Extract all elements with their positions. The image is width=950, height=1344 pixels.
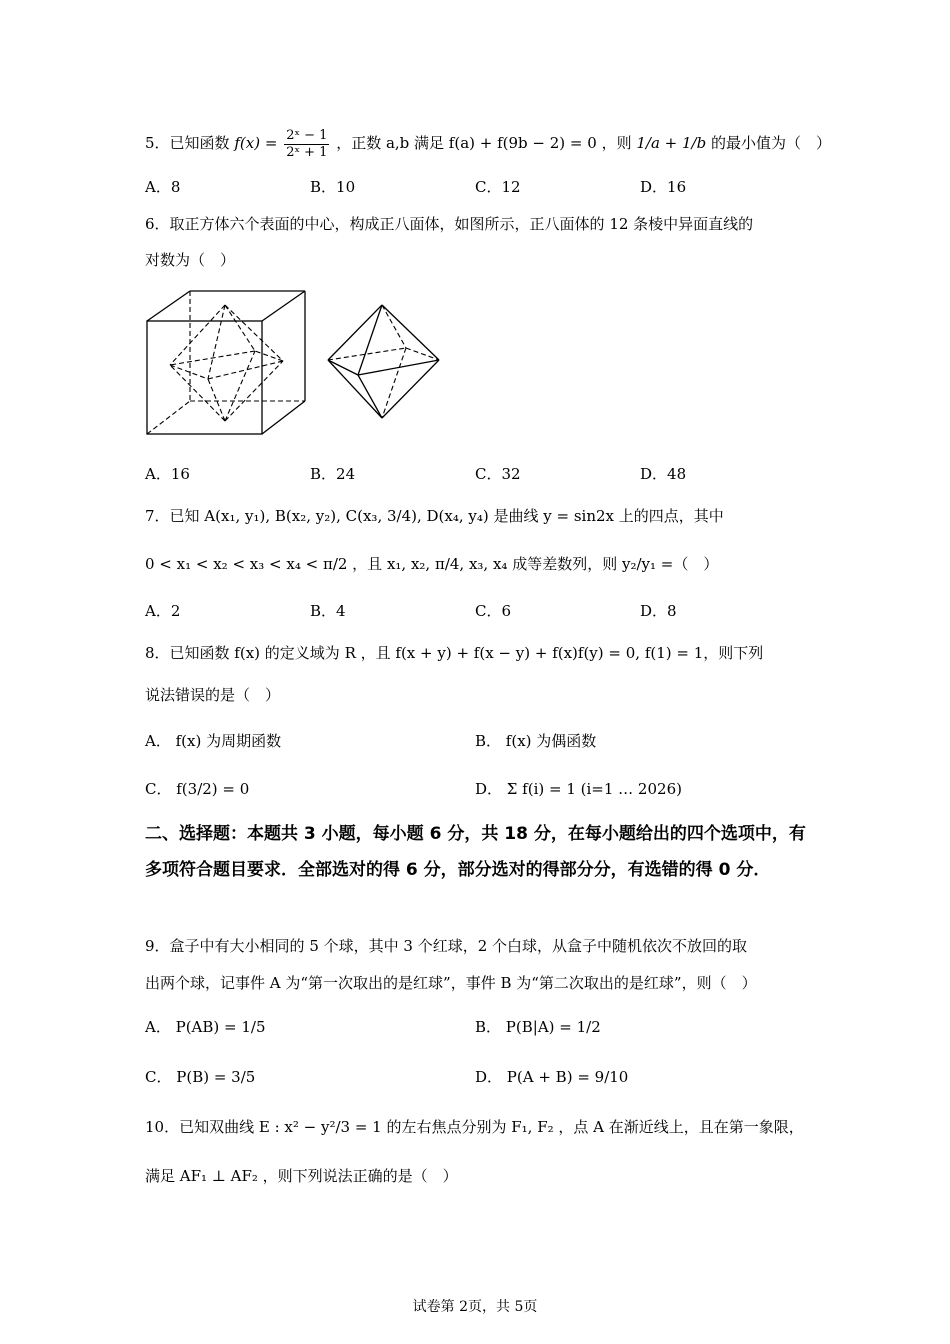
q6-option-b: B．24 bbox=[310, 465, 356, 483]
q6-option-a: A．16 bbox=[145, 465, 190, 483]
q10-line2: 满足 AF₁ ⊥ AF₂ ，则下列说法正确的是（ ） bbox=[145, 1167, 458, 1185]
q9-option-b: B． P(B|A) = 1/2 bbox=[475, 1018, 601, 1036]
q7-option-c: C．6 bbox=[475, 602, 512, 620]
q9-line1: 9．盒子中有大小相同的 5 个球，其中 3 个红球，2 个白球，从盒子中随机依次不放回的取 bbox=[145, 937, 748, 955]
q8-line2: 说法错误的是（ ） bbox=[145, 686, 281, 704]
q7-option-b: B．4 bbox=[310, 602, 346, 620]
q5-option-d: D．16 bbox=[640, 178, 687, 196]
q8-option-b: B． f(x) 为偶函数 bbox=[475, 732, 597, 750]
q7-option-a: A．2 bbox=[145, 602, 181, 620]
q6-option-c: C．32 bbox=[475, 465, 521, 483]
q5-option-a: A．8 bbox=[145, 178, 181, 196]
q6-option-d: D．48 bbox=[640, 465, 687, 483]
page-footer: 试卷第 2页，共 5页 bbox=[412, 1299, 538, 1315]
q10-line1: 10．已知双曲线 E : x² − y²/3 = 1 的左右焦点分别为 F₁, F₂ ，点 A 在渐近线上，且在第一象限， bbox=[145, 1118, 804, 1136]
q7-line1: 7．已知 A(x₁, y₁), B(x₂, y₂), C(x₃, 3/4), D(x₄, y₄) 是曲线 y = sin2x 上的四点，其中 bbox=[145, 507, 724, 525]
q5-fraction: $\frac{\text{2ˣ − 1}}{\text{2ˣ + 1}}$ bbox=[286, 128, 328, 160]
q8-option-a: A． f(x) 为周期函数 bbox=[145, 732, 282, 750]
q9-option-d: D． P(A + B) = 9/10 bbox=[475, 1068, 629, 1086]
section-2-heading: 二、选择题：本题共 3 小题，每小题 6 分，共 18 分，在每小题给出的四个选项中，有多项符合题目要求．全部选对的得 6 分，部分选对的得部分分，有选错的得 0 分． bbox=[145, 824, 806, 880]
q7-option-d: D．8 bbox=[640, 602, 677, 620]
q5-stem: 5．已知函数 f(x) = $\frac{\text{2ˣ − 1}}{\text{2ˣ + 1}}$ ，正数 a,b 满足 f(a) + f(9b − 2) = 0 ，则 1/a + 1/b 的最小值为（ ） bbox=[145, 128, 831, 160]
q8-option-d: D． Σ f(i) = 1 (i=1 … 2026) bbox=[475, 780, 682, 798]
q8-option-c: C． f(3/2) = 0 bbox=[145, 780, 250, 798]
cube-octahedron-figure bbox=[140, 283, 310, 441]
q6-line2: 对数为（ ） bbox=[145, 251, 236, 269]
q9-line2: 出两个球，记事件 A 为“第一次取出的是红球”，事件 B 为“第二次取出的是红球”，则（ ） bbox=[145, 974, 757, 992]
octahedron-figure bbox=[322, 300, 444, 422]
q9-option-a: A． P(AB) = 1/5 bbox=[145, 1018, 266, 1036]
q9-option-c: C． P(B) = 3/5 bbox=[145, 1068, 256, 1086]
q5-option-b: B．10 bbox=[310, 178, 356, 196]
q5-option-c: C．12 bbox=[475, 178, 521, 196]
q6-line1: 6．取正方体六个表面的中心，构成正八面体，如图所示，正八面体的 12 条棱中异面直线的 bbox=[145, 215, 754, 233]
q8-line1: 8．已知函数 f(x) 的定义域为 R ，且 f(x + y) + f(x − y) + f(x)f(y) = 0, f(1) = 1，则下列 bbox=[145, 644, 764, 662]
q7-line2: 0 < x₁ < x₂ < x₃ < x₄ < π/2 ，且 x₁, x₂, π/4, x₃, x₄ 成等差数列，则 y₂/y₁ =（ ） bbox=[145, 555, 719, 573]
